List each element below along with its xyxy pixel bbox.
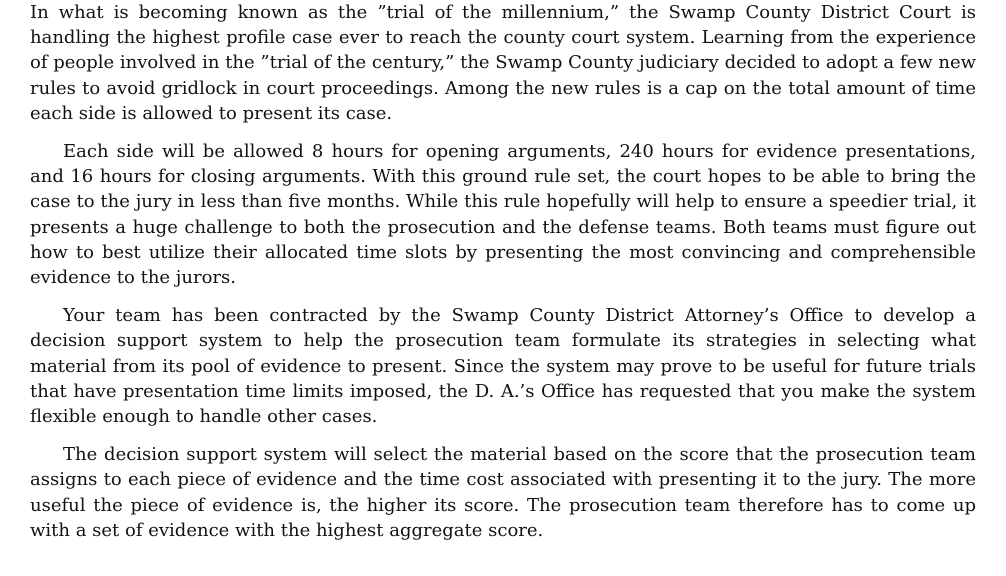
paragraph-time-limits: Each side will be allowed 8 hours for opening arguments, 240 hours for evidence presentations, and 16 hours for closing arguments. With this ground rule set, the court hopes to be able to bring the case to the jury in less than five months. While this rule hopefully will help to ensure a speedier trial, it presents a huge challenge to both the prosecution and the defense teams. Both teams must figure out how to best utilize their allocated time slots by presenting the most convincing and comprehensible evidence to the jurors.	[30, 141, 976, 289]
paragraph-contract: Your team has been contracted by the Swamp County District Attorney’s Office to develop a decision support system to help the prosecution team formulate its strategies in selecting what material from its pool of evidence to present. Since the system may prove to be useful for future trials that have presentation time limits imposed, the D. A.’s Office has requested that you make the system flexible enough to handle other cases.	[30, 305, 976, 428]
paragraph-decision-system: The decision support system will select the material based on the score that the prosecution team assigns to each piece of evidence and the time cost associated with presenting it to the jury. The more useful the piece of evidence is, the higher its score. The prosecution team therefore has to come up with a set of evidence with the highest aggregate score.	[30, 444, 976, 541]
document-page	[30, 0, 976, 556]
paragraph-intro: In what is becoming known as the ”trial of the millennium,” the Swamp County District Court is handling the highest profile case ever to reach the county court system. Learning from the experience of people involved in the ”trial of the century,” the Swamp County judiciary decided to adopt a few new rules to avoid gridlock in court proceedings. Among the new rules is a cap on the total amount of time each side is allowed to present its case.	[30, 2, 976, 124]
